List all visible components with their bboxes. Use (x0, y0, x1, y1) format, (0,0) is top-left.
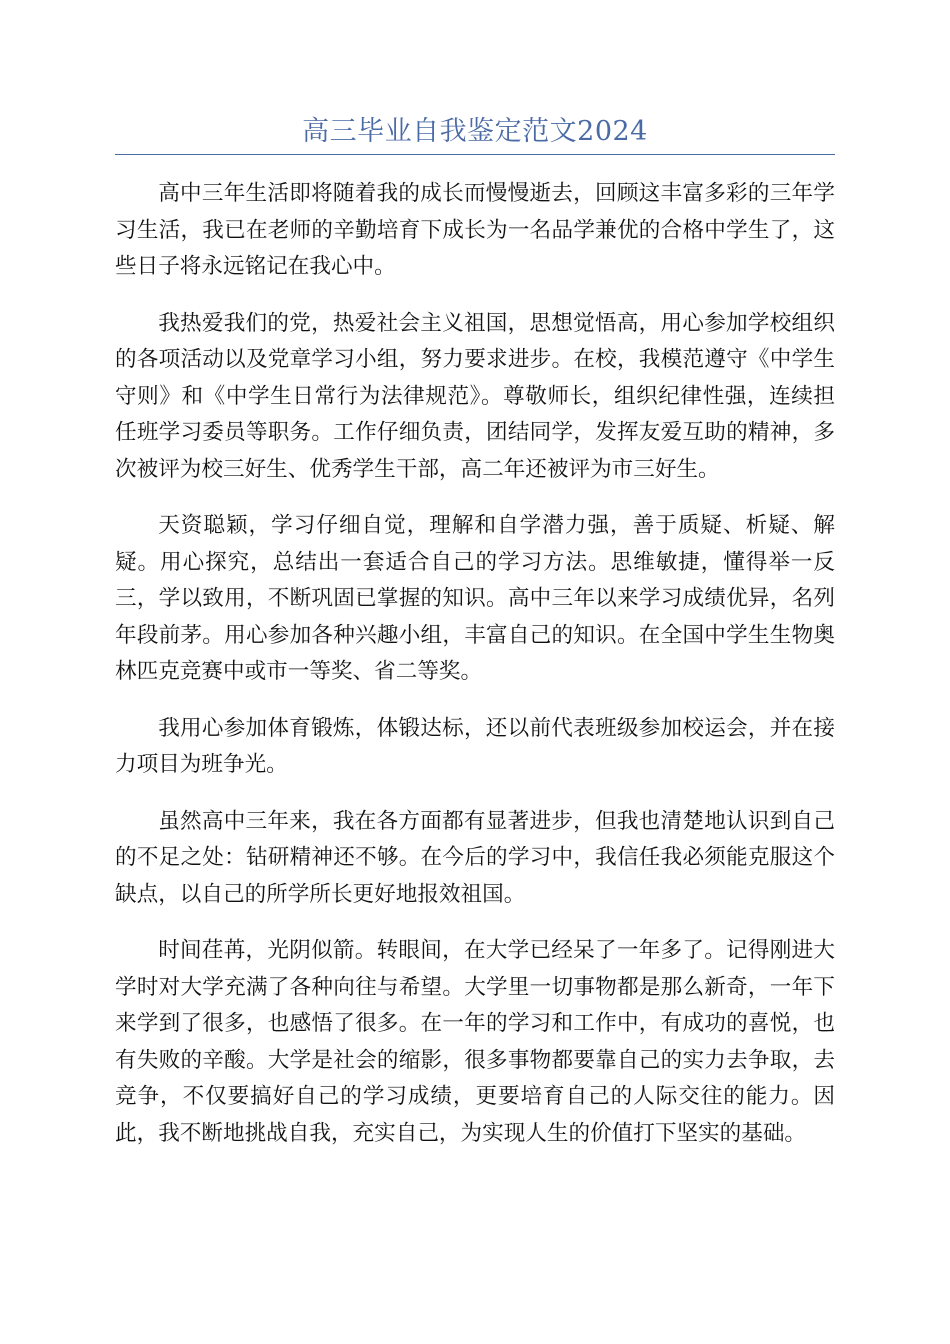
document-body (115, 176, 835, 1172)
paragraph-1: 高中三年生活即将随着我的成长而慢慢逝去，回顾这丰富多彩的三年学习生活，我已在老师的辛勤培育下成长为一名品学兼优的合格中学生了，这些日子将永远铭记在我心中。 (115, 181, 835, 279)
title-underline-rule (115, 154, 835, 155)
paragraph-3: 天资聪颖，学习仔细自觉，理解和自学潜力强，善于质疑、析疑、解疑。用心探究，总结出一套适合自己的学习方法。思维敏捷，懂得举一反三，学以致用，不断巩固已掌握的知识。高中三年以来学习成绩优异，名列年段前茅。用心参加各种兴趣小组，丰富自己的知识。在全国中学生生物奥林匹克竞赛中或市一等奖、省二等奖。 (115, 513, 835, 684)
paragraph-2: 我热爱我们的党，热爱社会主义祖国，思想觉悟高，用心参加学校组织的各项活动以及党章学习小组，努力要求进步。在校，我模范遵守《中学生守则》和《中学生日常行为法律规范》。尊敬师长，组织纪律性强，连续担任班学习委员等职务。工作仔细负责，团结同学，发挥友爱互助的精神，多次被评为校三好生、优秀学生干部，高二年还被评为市三好生。 (115, 310, 835, 482)
paragraph-4: 我用心参加体育锻炼，体锻达标，还以前代表班级参加校运会，并在接力项目为班争光。 (115, 715, 835, 777)
document-title: 高三毕业自我鉴定范文2024 (302, 116, 648, 147)
paragraph-6: 时间荏苒，光阴似箭。转眼间，在大学已经呆了一年多了。记得刚进大学时对大学充满了各种向往与希望。大学里一切事物都是那么新奇，一年下来学到了很多，也感悟了很多。在一年的学习和工作中，有成功的喜悦，也有失败的辛酸。大学是社会的缩影，很多事物都要靠自己的实力去争取，去竞争，不仅要搞好自己的学习成绩，更要培育自己的人际交往的能力。因此，我不断地挑战自我，充实自己，为实现人生的价值打下坚实的基础。 (115, 938, 835, 1146)
paragraph-5: 虽然高中三年来，我在各方面都有显著进步，但我也清楚地认识到自己的不足之处：钻研精神还不够。在今后的学习中，我信任我必须能克服这个缺点，以自己的所学所长更好地报效祖国。 (115, 808, 835, 907)
